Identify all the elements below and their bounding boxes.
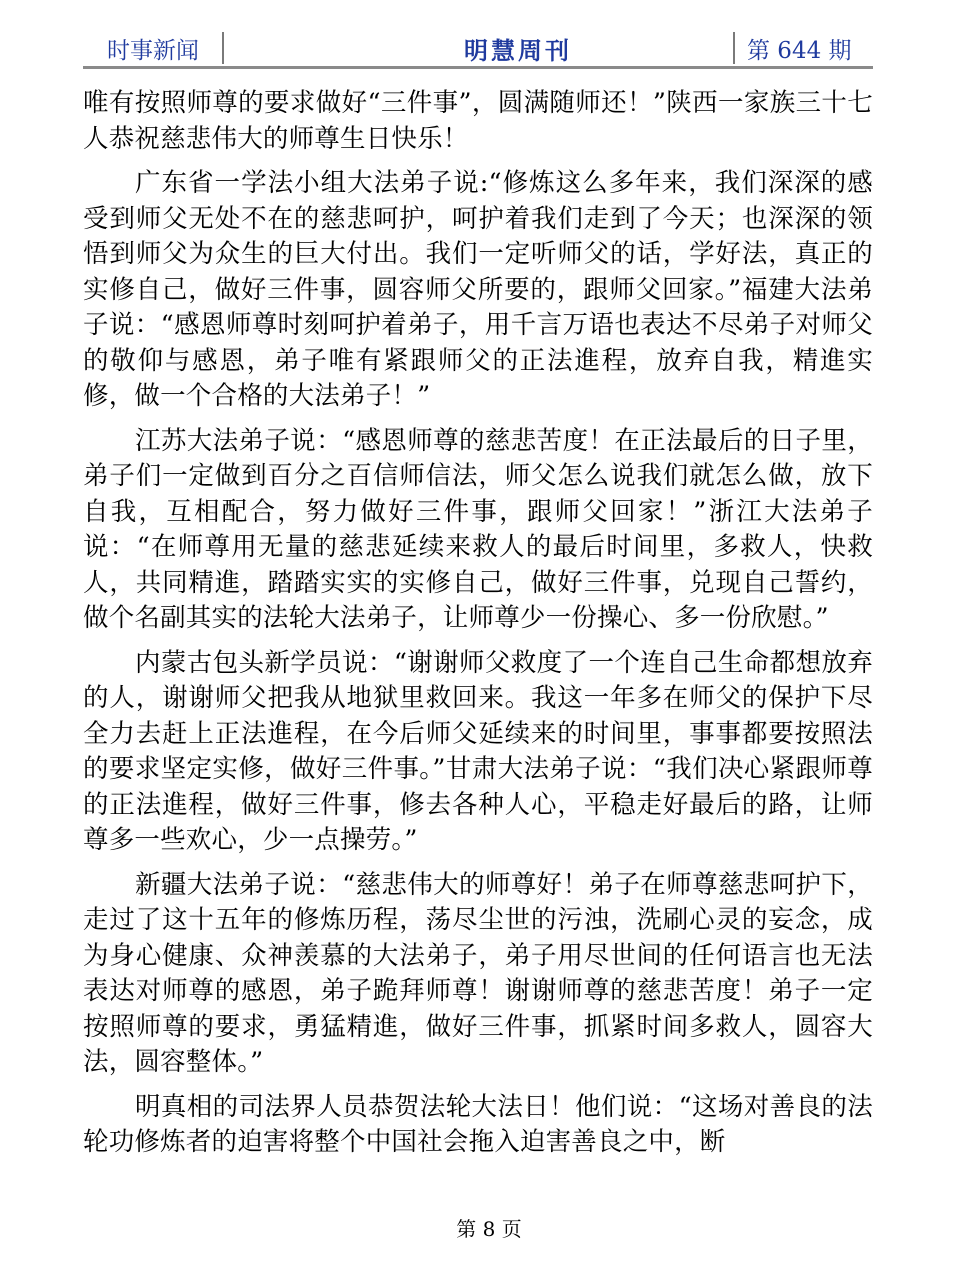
- issue-number: 第 644 期: [747, 37, 852, 64]
- paragraph: 江苏大法弟子说：“感恩师尊的慈悲苦度！在正法最后的日子里，弟子们一定做到百分之百信师信法，师父怎么说我们就怎么做，放下自我，互相配合，努力做好三件事，跟师父回家！”浙江大法弟子说：“在师尊用无量的慈悲延续来救人的最后时间里，多救人，快救人，共同精進，踏踏实实的实修自己，做好三件事，兑现自己誓约，做个名副其实的法轮大法弟子，让师尊少一份操心、多一份欣慰。”: [83, 425, 873, 633]
- paragraph: 唯有按照师尊的要求做好“三件事”，圆满随师还！”陕西一家族三十七人恭祝慈悲伟大的师尊生日快乐！: [83, 88, 873, 154]
- paragraph: 明真相的司法界人员恭贺法轮大法日！他们说：“这场对善良的法轮功修炼者的迫害将整个中国社会拖入迫害善良之中，断: [83, 1091, 873, 1157]
- paragraph: 内蒙古包头新学员说：“谢谢师父救度了一个连自己生命都想放弃的人，谢谢师父把我从地狱里救回来。我这一年多在师父的保护下尽全力去赶上正法進程，在今后师父延续来的时间里，事事都要按照法的要求坚定实修，做好三件事。”甘肃大法弟子说：“我们决心紧跟师尊的正法進程，做好三件事，修去各种人心，平稳走好最后的路，让师尊多一些欢心，少一点操劳。”: [83, 647, 873, 855]
- article-body: [83, 86, 873, 1161]
- section-label: 时事新闻: [107, 37, 199, 64]
- page-header: [83, 28, 873, 68]
- header-rule: [83, 66, 873, 69]
- paragraph: 广东省一学法小组大法弟子说:“修炼这么多年来，我们深深的感受到师父无处不在的慈悲呵护，呵护着我们走到了今天；也深深的领悟到师父为众生的巨大付出。我们一定听师父的话，学好法，真正的实修自己，做好三件事，圆容师父所要的，跟师父回家。”福建大法弟子说：“感恩师尊时刻呵护着弟子，用千言万语也表达不尽弟子对师父的敬仰与感恩，弟子唯有紧跟师父的正法進程，放弃自我，精進实修，做一个合格的大法弟子！”: [83, 168, 873, 411]
- page-number: 第 8 页: [456, 1217, 522, 1241]
- publication-title: 明慧周刊: [464, 36, 572, 65]
- paragraph: 新疆大法弟子说：“慈悲伟大的师尊好！弟子在师尊慈悲呵护下，走过了这十五年的修炼历程，荡尽尘世的污浊，洗刷心灵的妄念，成为身心健康、众神羡慕的大法弟子，弟子用尽世间的任何语言也无法表达对师尊的感恩，弟子跪拜师尊！谢谢师尊的慈悲苦度！弟子一定按照师尊的要求，勇猛精進，做好三件事，抓紧时间多救人，圆容大法，圆容整体。”: [83, 869, 873, 1077]
